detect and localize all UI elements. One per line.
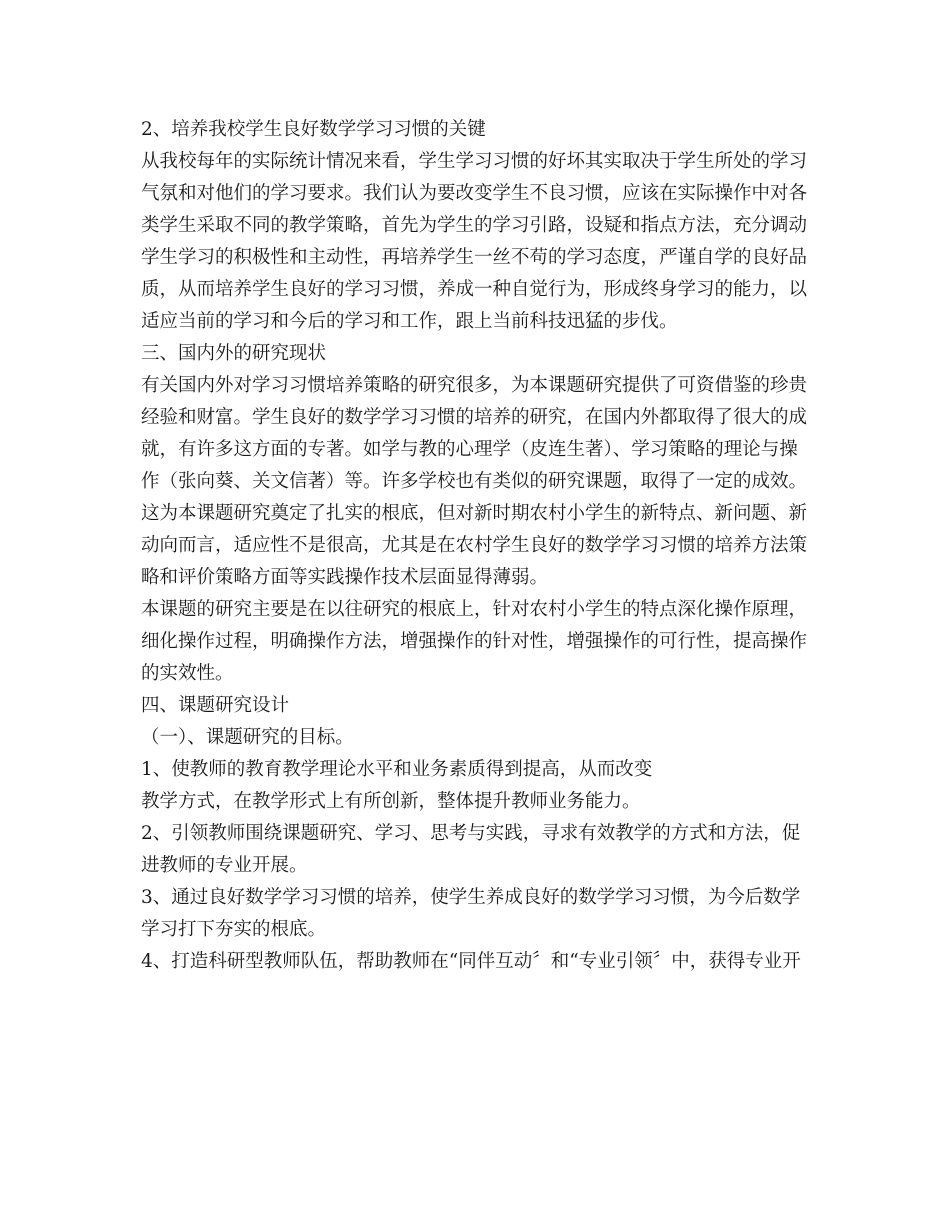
paragraph-line: 有关国内外对学习习惯培养策略的研究很多，为本课题研究提供了可资借鉴的珍贵 — [141, 375, 808, 396]
paragraph-line: 动向而言，适应性不是很高，尤其是在农村学生良好的数学学习习惯的培养方法策 — [141, 535, 808, 556]
goal-item-3: 3、通过良好数学学习习惯的培养，使学生养成良好的数学学习习惯，为今后数学 — [141, 887, 801, 908]
paragraph-line: 的实效性。 — [141, 663, 234, 684]
goal-item-4: 4、打造科研型教师队伍，帮助教师在“同伴互动〞和“专业引领〞中，获得专业开 — [141, 951, 801, 972]
goal-item-1-continued: 教学方式，在教学形式上有所创新，整体提升教师业务能力。 — [141, 791, 641, 812]
section-heading-key-habits: 2、培养我校学生良好数学学习习惯的关键 — [141, 119, 486, 140]
goal-item-2-continued: 进教师的专业开展。 — [141, 855, 308, 876]
subsection-heading-goals: （一）、课题研究的目标。 — [141, 727, 354, 748]
document-body — [141, 114, 821, 978]
goal-item-2: 2、引领教师围绕课题研究、学习、思考与实践，寻求有效教学的方式和方法，促 — [141, 823, 801, 844]
paragraph-line: 适应当前的学习和今后的学习和工作，跟上当前科技迅猛的步伐。 — [141, 311, 678, 332]
paragraph-line: 类学生采取不同的教学策略，首先为学生的学习引路，设疑和指点方法，充分调动 — [141, 215, 808, 236]
paragraph-line: 气氛和对他们的学习要求。我们认为要改变学生不良习惯，应该在实际操作中对各 — [141, 183, 808, 204]
paragraph-line: 质，从而培养学生良好的学习习惯，养成一种自觉行为，形成终身学习的能力，以 — [141, 279, 808, 300]
goal-item-3-continued: 学习打下夯实的根底。 — [141, 919, 327, 940]
goal-item-1: 1、使教师的教育教学理论水平和业务素质得到提高，从而改变 — [141, 759, 653, 780]
section-heading-research-design: 四、课题研究设计 — [141, 695, 290, 716]
paragraph-line: 这为本课题研究奠定了扎实的根底，但对新时期农村小学生的新特点、新问题、新 — [141, 503, 808, 524]
paragraph-line: 就，有许多这方面的专著。如学与教的心理学（皮连生著）、学习策略的理论与操 — [141, 439, 798, 460]
paragraph-line: 本课题的研究主要是在以往研究的根底上，针对农村小学生的特点深化操作原理， — [141, 599, 808, 620]
paragraph-line: 作（张向葵、关文信著）等。许多学校也有类似的研究课题，取得了一定的成效。 — [141, 471, 808, 492]
paragraph-line: 细化操作过程，明确操作方法，增强操作的针对性，增强操作的可行性，提高操作 — [141, 631, 808, 652]
paragraph-line: 从我校每年的实际统计情况来看，学生学习习惯的好坏其实取决于学生所处的学习 — [141, 151, 808, 172]
paragraph-line: 经验和财富。学生良好的数学学习习惯的培养的研究，在国内外都取得了很大的成 — [141, 407, 808, 428]
paragraph-line: 学生学习的积极性和主动性，再培养学生一丝不苟的学习态度，严谨自学的良好品 — [141, 247, 808, 268]
section-heading-research-status: 三、国内外的研究现状 — [141, 343, 327, 364]
paragraph-line: 略和评价策略方面等实践操作技术层面显得薄弱。 — [141, 567, 549, 588]
